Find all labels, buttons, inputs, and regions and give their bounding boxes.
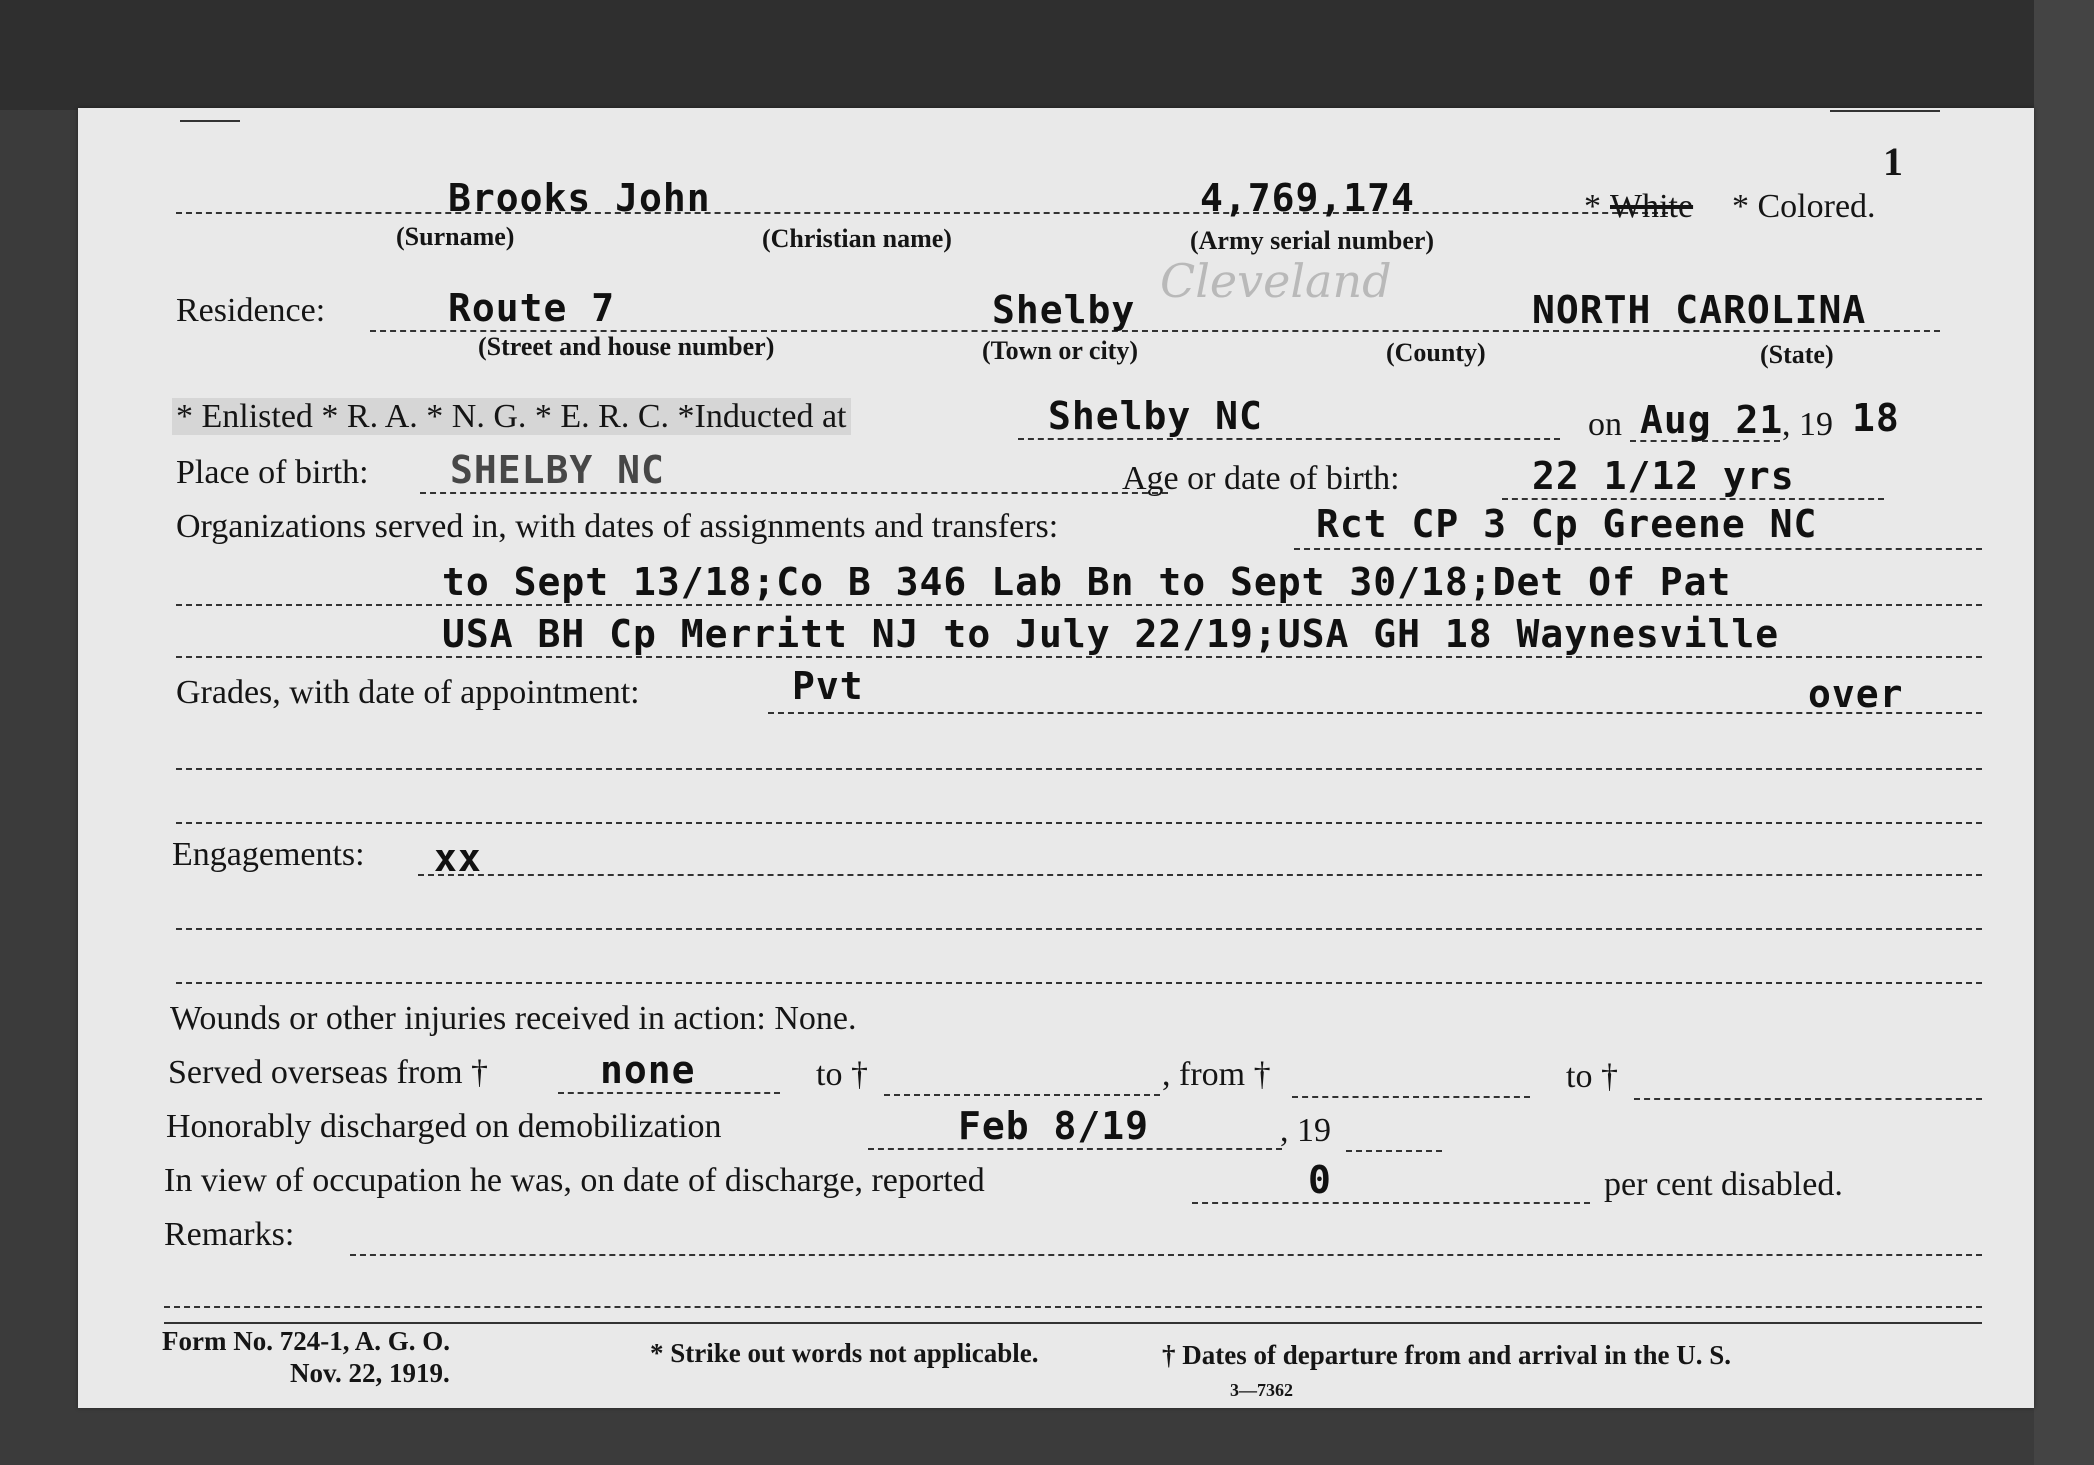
name-line — [176, 212, 1668, 214]
enlisted-label-text: * Enlisted * R. A. * N. G. * E. R. C. *Inducted at — [172, 398, 851, 435]
grades-blank-line-1 — [176, 768, 1982, 770]
county-caption: (County) — [1386, 338, 1486, 367]
place-of-birth: SHELBY NC — [450, 448, 665, 492]
state-caption: (State) — [1760, 340, 1834, 369]
discharge-date-line — [868, 1148, 1282, 1150]
occupation-label: In view of occupation he was, on date of discharge, reported — [164, 1162, 985, 1199]
residence-state: NORTH CAROLINA — [1532, 288, 1867, 332]
disability-line — [1192, 1202, 1590, 1204]
induction-year: 18 — [1852, 396, 1900, 440]
organization-entry-3: USA BH Cp Merritt NJ to July 22/19;USA GH 18 Waynesville — [442, 612, 1780, 656]
form-number: Form No. 724-1, A. G. O. — [162, 1326, 450, 1356]
remarks-label: Remarks: — [164, 1216, 295, 1253]
inducted-place: Shelby NC — [1048, 394, 1263, 438]
footer-rule — [164, 1322, 1982, 1324]
corner-mark-left — [180, 120, 240, 122]
overseas-to-label-2: to † — [1566, 1058, 1618, 1095]
overseas-to-label-1: to † — [816, 1056, 868, 1093]
overseas-from-label-2: , from † — [1162, 1056, 1271, 1093]
discharge-year-line — [1346, 1150, 1442, 1152]
grades-label: Grades, with date of appointment: — [176, 674, 640, 711]
engagements-value: xx — [434, 836, 482, 880]
organizations-line-1 — [1294, 548, 1982, 550]
overseas-from-line-2 — [1292, 1096, 1530, 1098]
enlisted-label — [172, 398, 851, 436]
discharge-date: Feb 8/19 — [958, 1104, 1150, 1148]
on-label: on — [1588, 406, 1622, 443]
strike-out-note: * Strike out words not applicable. — [650, 1338, 1039, 1368]
organization-entry-1: Rct CP 3 Cp Greene NC — [1316, 502, 1818, 546]
corner-mark-right — [1830, 110, 1940, 112]
inducted-line — [1018, 438, 1560, 440]
overseas-to-line-2 — [1634, 1098, 1982, 1100]
engagements-line — [418, 874, 1982, 876]
race-asterisk: * — [1584, 188, 1601, 225]
residence-street: Route 7 — [448, 286, 616, 330]
soldier-name: Brooks John — [448, 176, 711, 220]
scan-background-right — [2034, 0, 2094, 1465]
service-record-card — [78, 108, 2034, 1408]
place-of-birth-label: Place of birth: — [176, 454, 369, 491]
disability-percent: 0 — [1308, 1158, 1332, 1202]
grades-blank-line-2 — [176, 822, 1982, 824]
army-serial-number: 4,769,174 — [1200, 176, 1415, 220]
overseas-from-line — [558, 1092, 780, 1094]
place-of-birth-line — [420, 492, 1168, 494]
discharged-label: Honorably discharged on demobilization — [166, 1108, 722, 1145]
organization-entry-2: to Sept 13/18;Co B 346 Lab Bn to Sept 30/18;Det Of Pat — [442, 560, 1732, 604]
residence-label: Residence: — [176, 292, 326, 329]
surname-caption: (Surname) — [396, 222, 515, 251]
grades-line — [768, 712, 1982, 714]
age-value: 22 1/12 yrs — [1532, 454, 1795, 498]
grade-value: Pvt — [792, 664, 864, 708]
grades-over-note: over — [1808, 672, 1904, 716]
race-white-struck: White — [1610, 188, 1694, 225]
age-line — [1502, 498, 1884, 500]
engagements-label: Engagements: — [172, 836, 365, 873]
residence-county-handwritten: Cleveland — [1160, 254, 1392, 308]
engagements-blank-line-2 — [176, 982, 1982, 984]
overseas-to-line-1 — [884, 1094, 1160, 1096]
age-label: Age or date of birth: — [1122, 460, 1400, 497]
organizations-line-2 — [176, 604, 1982, 606]
overseas-from-label: Served overseas from † — [168, 1054, 489, 1091]
induction-date: Aug 21 — [1640, 398, 1784, 442]
street-caption: (Street and house number) — [478, 332, 775, 361]
remarks-line-2 — [164, 1306, 1982, 1308]
discharge-year-prefix: , 19 — [1280, 1112, 1331, 1149]
organizations-label: Organizations served in, with dates of assignments and transfers: — [176, 508, 1059, 545]
print-code: 3—7362 — [1230, 1380, 1293, 1400]
residence-town: Shelby — [992, 288, 1136, 332]
overseas-from-value: none — [600, 1048, 696, 1092]
organizations-line-3 — [176, 656, 1982, 658]
form-date: Nov. 22, 1919. — [290, 1358, 450, 1388]
card-number: 1 — [1883, 139, 1903, 184]
year-prefix: , 19 — [1782, 406, 1833, 443]
scan-background-top — [0, 0, 2094, 110]
disabled-label: per cent disabled. — [1604, 1166, 1843, 1203]
town-caption: (Town or city) — [982, 336, 1138, 365]
remarks-line-1 — [350, 1254, 1982, 1256]
dates-note: † Dates of departure from and arrival in the U. S. — [1162, 1340, 1731, 1370]
christian-name-caption: (Christian name) — [762, 224, 952, 253]
wounds-label: Wounds or other injuries received in action: None. — [170, 1000, 857, 1037]
engagements-blank-line-1 — [176, 928, 1982, 930]
army-serial-caption: (Army serial number) — [1190, 226, 1435, 255]
race-colored: * Colored. — [1732, 188, 1876, 225]
